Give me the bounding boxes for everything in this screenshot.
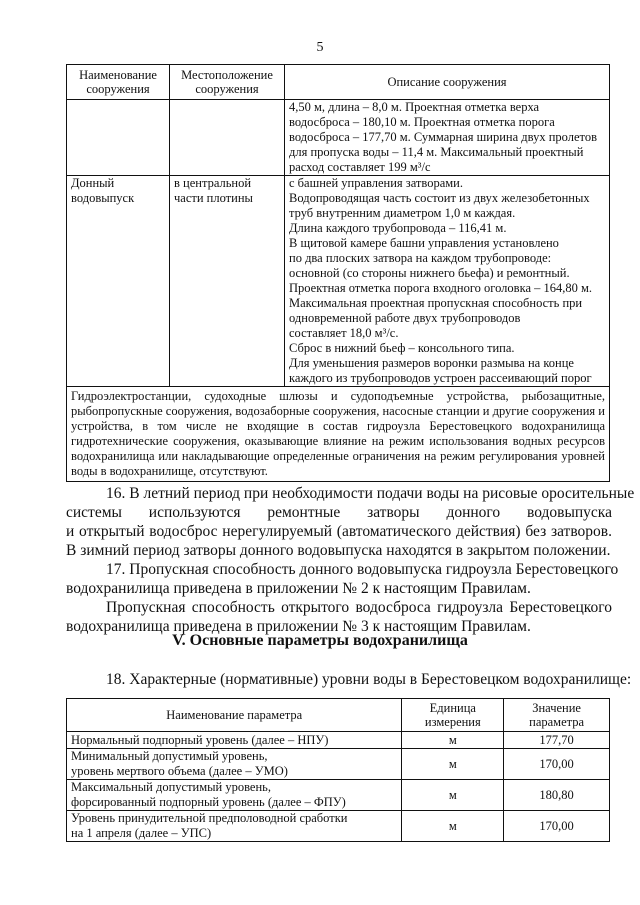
name-line: водовыпуск: [71, 191, 135, 205]
desc-line: водосброса – 177,70 м. Суммарная ширина двух пролетов: [289, 130, 598, 144]
cell-other-structures: Гидроэлектростанции, судоходные шлюзы и судоподъемные устройства, рыбозащитные, рыбопропускные сооружения, водозаборные сооружения, насосные станции и другие сооружения и устройства, в том числе не входящие в состав гидроузла Берестовецкого водохранилища гидротехнические сооружения, оказывающие влияние на режим использования водных ресурсов водохранилища или накладывающие определенные ограничения на режим регулирования уровней воды в водохранилище, отсутствуют.: [67, 387, 610, 482]
desc-line: по два плоских затвора на каждом трубопроводе:: [289, 251, 552, 265]
paragraph-line: 16. В летний период при необходимости подачи воды на рисовые оросительные: [106, 485, 635, 502]
location-line: в центральной: [174, 176, 252, 190]
desc-line: труб внутренним диаметром 1,0 м каждая.: [289, 206, 516, 220]
param-name: Нормальный подпорный уровень (далее – НПУ): [67, 732, 402, 749]
desc-line: 4,50 м, длина – 8,0 м. Проектная отметка верха: [289, 100, 540, 114]
param-name: [67, 749, 402, 780]
param-value: 170,00: [504, 811, 610, 842]
table-row-other-structures: [67, 387, 610, 482]
param-name-line: Уровень принудительной предполоводной сработки: [71, 811, 348, 825]
structures-table: [66, 64, 610, 482]
cell-location-empty: [170, 100, 285, 176]
table-row-bottom-outlet: [67, 176, 610, 387]
cell-name: [67, 176, 170, 387]
cell-description: [285, 176, 610, 387]
paragraph-line: В зимний период затворы донного водовыпуска находятся в закрытом положении.: [66, 542, 611, 559]
param-name: [67, 811, 402, 842]
paragraph-18: [66, 670, 632, 689]
paragraph-17: [66, 560, 619, 598]
param-unit: м: [402, 811, 504, 842]
param-name-line: форсированный подпорный уровень (далее – ФПУ): [71, 795, 346, 809]
param-name-line: уровень мертвого объема (далее – УМО): [71, 764, 288, 778]
cell-name-empty: [67, 100, 170, 176]
desc-line: одновременной работе двух трубопроводов: [289, 311, 521, 325]
param-name-line: Минимальный допустимый уровень,: [71, 749, 268, 763]
header-unit-line: измерения: [424, 715, 481, 729]
param-unit: м: [402, 749, 504, 780]
cell-description: [285, 100, 610, 176]
desc-line: каждого из трубопроводов устроен рассеивающий порог: [289, 371, 592, 385]
header-name: Наименование сооружения: [67, 65, 170, 100]
section-heading: V. Основные параметры водохранилища: [172, 632, 468, 649]
paragraph-16: [66, 484, 635, 560]
water-levels-table-header: [67, 699, 610, 732]
desc-line: расход составляет 199 м³/с: [289, 160, 431, 174]
page-number: 5: [316, 40, 324, 55]
paragraph-line: водохранилища приведена в приложении № 2 к настоящим Правилам.: [66, 580, 531, 597]
desc-line: Проектная отметка порога входного оголовка – 164,80 м.: [289, 281, 593, 295]
param-name-line: на 1 апреля (далее – УПС): [71, 826, 212, 840]
table-row: [67, 749, 610, 780]
header-unit: [402, 699, 504, 732]
header-value-line: Значение: [532, 701, 581, 715]
paragraph-line: 18. Характерные (нормативные) уровни воды в Берестовецком водохранилище:: [106, 671, 632, 688]
paragraph-line: 17. Пропускная способность донного водовыпуска гидроузла Берестовецкого: [106, 561, 619, 578]
table-row: [67, 732, 610, 749]
cell-location: [170, 176, 285, 387]
desc-line: Длина каждого трубопровода – 116,41 м.: [289, 221, 507, 235]
location-line: части плотины: [174, 191, 253, 205]
table-row-spillway-continued: [67, 100, 610, 176]
header-value-line: параметра: [529, 715, 585, 729]
paragraph-17-b: [66, 598, 612, 636]
water-levels-table: [66, 698, 610, 842]
param-value: 180,80: [504, 780, 610, 811]
header-value: [504, 699, 610, 732]
param-unit: м: [402, 732, 504, 749]
desc-line: Водопроводящая часть состоит из двух железобетонных: [289, 191, 590, 205]
header-unit-line: Единица: [429, 701, 476, 715]
desc-line: Сброс в нижний бьеф – консольного типа.: [289, 341, 515, 355]
table-row: [67, 780, 610, 811]
paragraph-line: водохранилища приведена в приложении № 3 к настоящим Правилам.: [66, 618, 531, 635]
paragraph-line: Пропускная способность открытого водосброса гидроузла Берестовецкого: [106, 599, 612, 616]
param-value: 170,00: [504, 749, 610, 780]
header-parameter-name: Наименование параметра: [67, 699, 402, 732]
param-value: 177,70: [504, 732, 610, 749]
header-location: Местоположение сооружения: [170, 65, 285, 100]
desc-line: для пропуска воды – 11,4 м. Максимальный проектный: [289, 145, 584, 159]
desc-line: водосброса – 180,10 м. Проектная отметка порога: [289, 115, 555, 129]
desc-line: Максимальная проектная пропускная способность при: [289, 296, 583, 310]
structures-table-header: [67, 65, 610, 100]
table-row: [67, 811, 610, 842]
paragraph-line: и открытый водосброс нерегулируемый (автоматического действия) без затворов.: [66, 523, 612, 540]
desc-line: с башней управления затворами.: [289, 176, 463, 190]
desc-line: основной (со стороны нижнего бьефа) и ремонтный.: [289, 266, 570, 280]
param-name-line: Максимальный допустимый уровень,: [71, 780, 271, 794]
param-unit: м: [402, 780, 504, 811]
param-name: [67, 780, 402, 811]
desc-line: составляет 18,0 м³/с.: [289, 326, 399, 340]
header-description: Описание сооружения: [285, 65, 610, 100]
desc-line: В щитовой камере башни управления установлено: [289, 236, 559, 250]
name-line: Донный: [71, 176, 115, 190]
desc-line: Для уменьшения размеров воронки размыва на конце: [289, 356, 574, 370]
paragraph-line: системы используются ремонтные затворы донного водовыпуска: [66, 504, 612, 521]
